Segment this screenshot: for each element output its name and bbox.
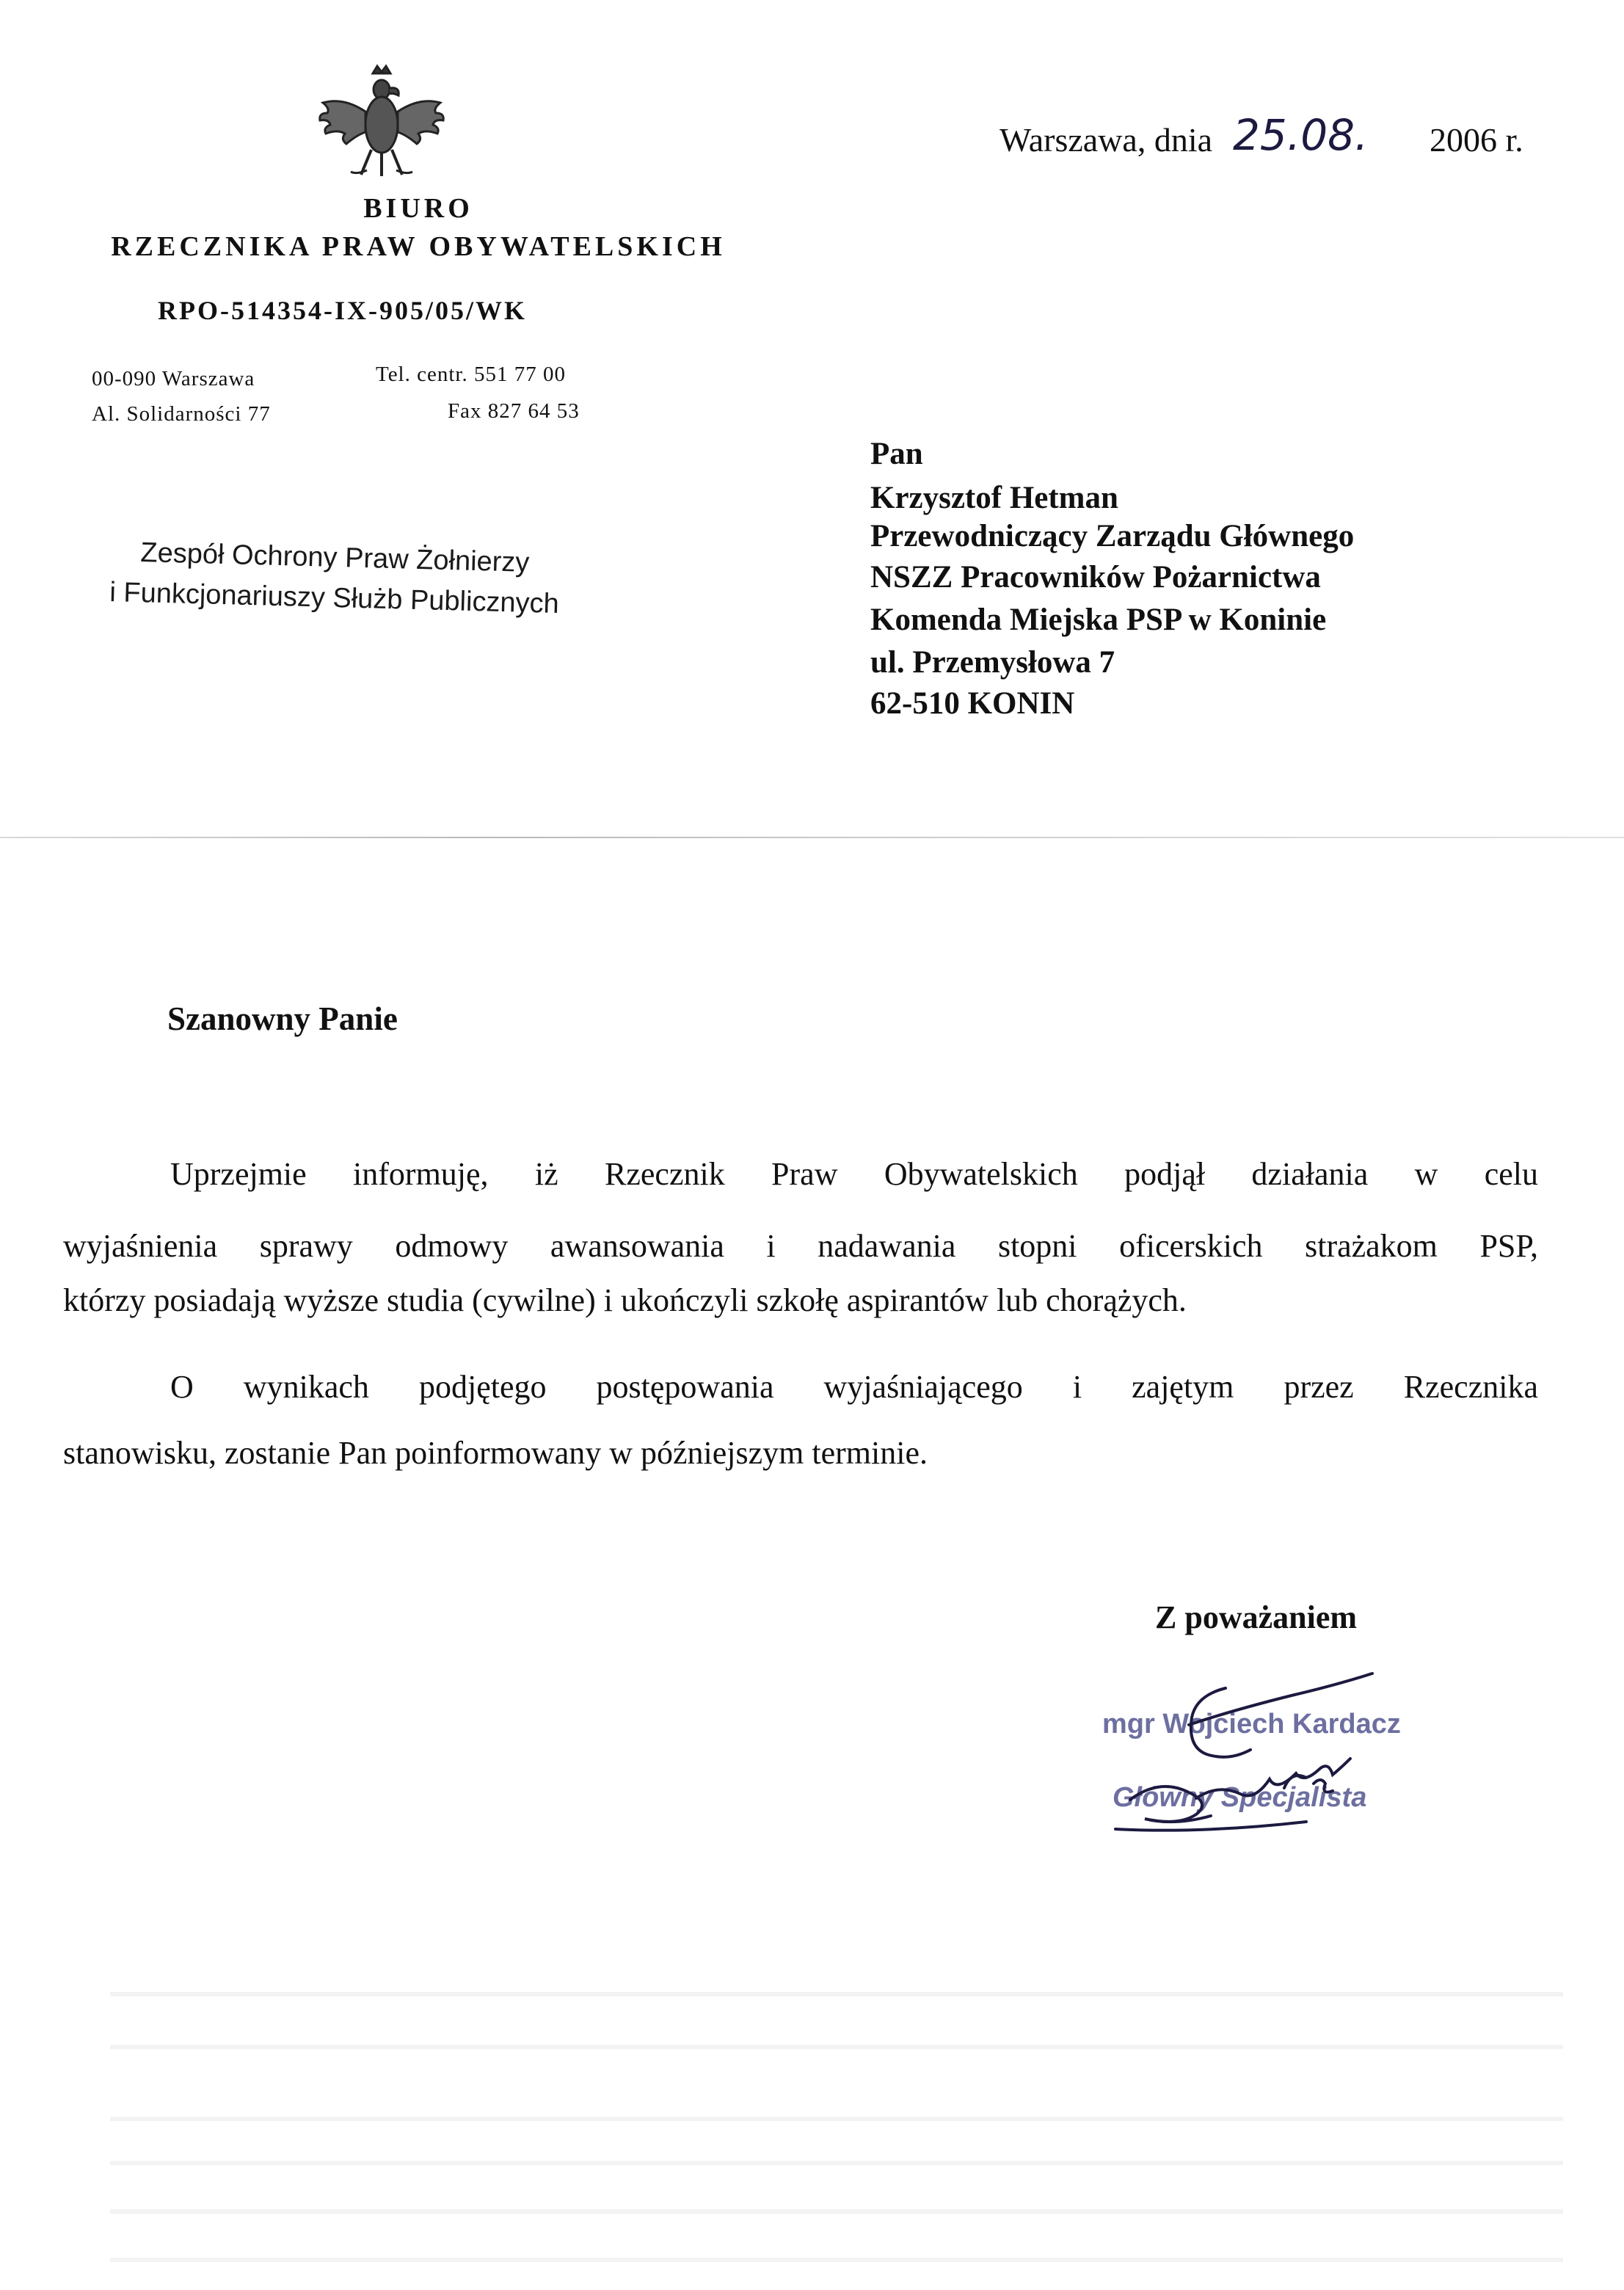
body-line: Uprzejmie informuję, iż Rzecznik Praw Obywatelskich podjął działania w celu <box>170 1156 1538 1192</box>
show-through-line <box>110 2045 1563 2049</box>
date-year: 2006 r. <box>1430 121 1523 159</box>
body-line: stanowisku, zostanie Pan poinformowany w późniejszym terminie. <box>63 1435 928 1471</box>
show-through-line <box>110 2258 1563 2262</box>
body-line: O wynikach podjętego postępowania wyjaśniającego i zajętym przez Rzecznika <box>170 1369 1538 1405</box>
issuer-street-address: Al. Solidarności 77 <box>92 402 271 426</box>
closing-phrase: Z poważaniem <box>1155 1599 1357 1635</box>
recipient-line: Krzysztof Hetman <box>870 481 1118 515</box>
signature-stamp-name: mgr Wojciech Kardacz <box>1102 1709 1401 1740</box>
show-through-line <box>110 1992 1563 1996</box>
body-line: którzy posiadają wyższe studia (cywilne) i ukończyli szkołę aspirantów lub chorążych. <box>63 1282 1187 1318</box>
issuer-name-line2: RZECZNIKA PRAW OBYWATELSKICH <box>111 231 726 262</box>
show-through-line <box>110 2161 1563 2165</box>
recipient-line: 62-510 KONIN <box>870 686 1075 721</box>
issuer-postal-code-city: 00-090 Warszawa <box>92 367 255 390</box>
recipient-line: Pan <box>870 437 923 471</box>
issuer-phone: Tel. centr. 551 77 00 <box>376 363 566 386</box>
handwritten-date: 25.08. <box>1233 110 1369 160</box>
show-through-line <box>110 2117 1563 2121</box>
body-line-wrapper <box>63 1437 1538 1469</box>
issuer-fax: Fax 827 64 53 <box>448 399 580 423</box>
body-paragraph-1 <box>63 1158 1538 1191</box>
show-through-line <box>110 2209 1563 2214</box>
recipient-line: Komenda Miejska PSP w Koninie <box>870 603 1327 637</box>
unit-stamp-line2: i Funkcjonariuszy Służb Publicznych <box>109 577 560 620</box>
body-paragraph-2 <box>63 1371 1538 1403</box>
handwritten-signature <box>1086 1666 1482 1850</box>
recipient-line: Przewodniczący Zarządu Głównego <box>870 519 1355 553</box>
body-line-wrapper <box>63 1284 1538 1317</box>
reference-number: RPO-514354-IX-905/05/WK <box>158 296 527 325</box>
recipient-line: NSZZ Pracowników Pożarnictwa <box>870 560 1321 595</box>
signature-stamp-title: Główny Specjalista <box>1113 1782 1367 1813</box>
body-line-wrapper <box>63 1230 1538 1262</box>
recipient-line: ul. Przemysłowa 7 <box>870 645 1115 680</box>
salutation: Szanowny Panie <box>167 1000 398 1037</box>
polish-eagle-icon <box>316 60 448 185</box>
issuer-name-line1: BIURO <box>363 193 473 224</box>
paper-fold-line <box>0 837 1624 838</box>
date-place: Warszawa, dnia <box>999 121 1213 159</box>
body-line: wyjaśnienia sprawy odmowy awansowania i nadawania stopni oficerskich strażakom PSP, <box>63 1228 1538 1264</box>
unit-stamp-line1: Zespół Ochrony Praw Żołnierzy <box>139 537 530 578</box>
